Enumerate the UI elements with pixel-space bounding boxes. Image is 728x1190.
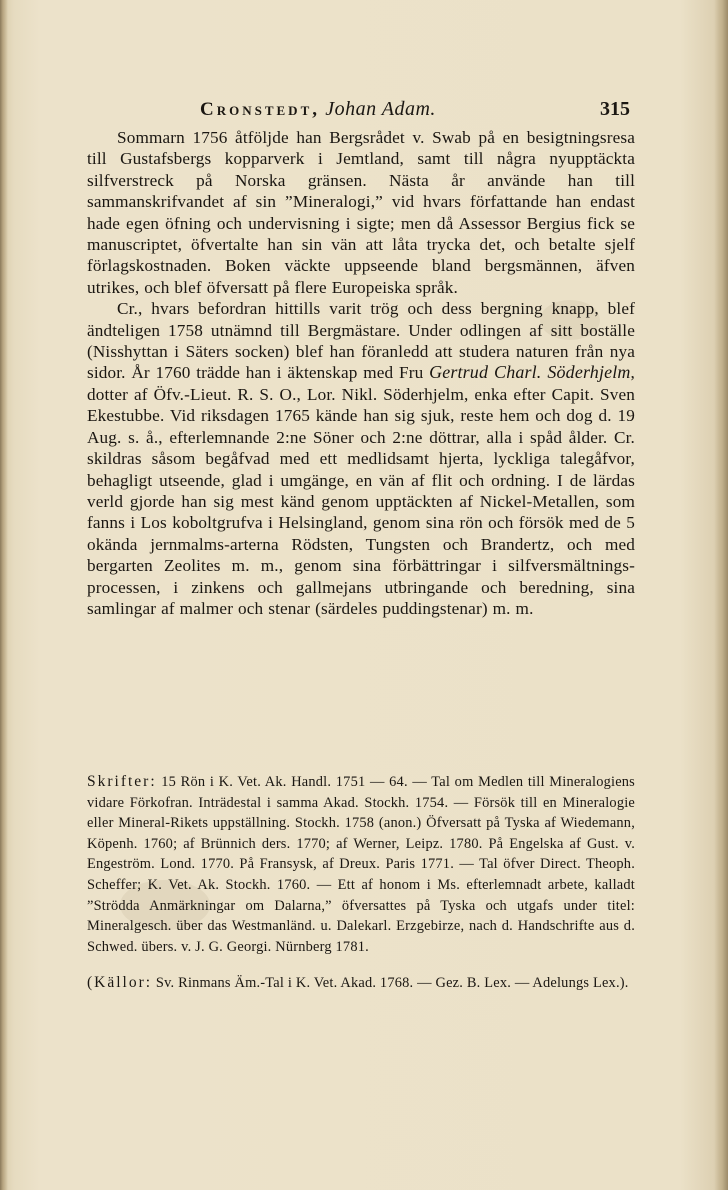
page-left-edge bbox=[0, 0, 8, 1190]
sources-label: (Källor: bbox=[87, 974, 153, 992]
page-right-edge bbox=[714, 0, 728, 1190]
italic-name-segment: Gertrud Charl. Söderhjelm bbox=[429, 362, 631, 383]
writings-paragraph bbox=[87, 772, 635, 957]
text-segment: Cr., hvars befordran hittills varit trög och dess bergning knapp, blef ändteligen 1758 utnämnd till Bergmästare. Under odlingen af sitt boställe (Nisshyttan i Säters socken) blef han föranledd att studera naturen från nya sidor. År 1760 trädde han i äktenskap med Fru bbox=[87, 299, 635, 383]
body-paragraph bbox=[87, 127, 635, 298]
notes-section bbox=[87, 772, 635, 994]
sources-paragraph bbox=[87, 973, 635, 994]
body-paragraph bbox=[87, 298, 635, 619]
running-head-surname: Cronstedt, bbox=[200, 99, 320, 120]
page-header bbox=[112, 96, 632, 126]
sources-text: Sv. Rinmans Äm.-Tal i K. Vet. Akad. 1768. — Gez. B. Lex. — Adelungs Lex.). bbox=[155, 975, 629, 992]
page-number: 315 bbox=[600, 98, 630, 120]
running-head bbox=[200, 98, 436, 121]
writings-label: Skrifter: bbox=[87, 773, 157, 790]
running-head-given-name: Johan Adam. bbox=[325, 98, 436, 120]
text-segment: Sommarn 1756 åtföljde han Bergsrådet v. Swab på en besigtningsresa till Gustafsbergs kopparverk i Jemtland, samt till några nyupptäckta silfverstreck på Norska gränsen. Nästa år använde han till sammanskrifvandet af sin ”Mineralogi,” vid hvars författande han endast hade egen öfning och undervisning i sigte; men då Assessor Bergius fick se manuscriptet, öfvertalte han sin vän att låta trycka det, och betalte sjelf förlagskostnaden. Boken väckte uppseende bland bergsmännen, äfven utrikes, och blef öfversatt på flere Europeiska språk. bbox=[87, 128, 635, 297]
text-segment: , dotter af Öfv.-Lieut. R. S. O., Lor. Nikl. Söderhjelm, enka efter Capit. Sven Ekestubbe. Vid riksdagen 1765 kände han sig sjuk, reste hem och dog d. 19 Aug. s. å., efterlemnande 2:ne Söner och 2:ne döttrar, alla i spåd ålder. Cr. skildras såsom begåfvad med ett medlidsamt hjerta, lyckliga talegåfvor, behagligt utseende, glad i umgänge, en vän af flit och ordning. I de lärdas verld gjorde han sig mest känd genom upptäckten af Nickel-Metallen, som fanns i Los koboltgrufva i Helsingland, genom sina rön och försök med de 5 okända jernmalms-arterna Rödsten, Tungsten och Brandertz, och med bergarten Zeolites m. m., genom sina förbättringar i silfversmältnings-processen, i zinkens och gallmejans utbringande och beredning, sina samlingar af malmer och stenar (särdeles puddingstenar) m. m. bbox=[87, 363, 635, 618]
writings-text: 15 Rön i K. Vet. Ak. Handl. 1751 — 64. — Tal om Medlen till Mineralogiens vidare Förkofran. Inträdestal i samma Akad. Stockh. 1754. — Försök till en Mineralogie eller Mineral-Rikets uppställning. Stockh. 1758 (anon.) Öfversatt på Tyska af Wiedemann, Köpenh. 1760; af Brünnich ders. 1770; af Werner, Leipz. 1780. På Engelska af Gust. v. Engeström. Lond. 1770. På Fransysk, af Dreux. Paris 1771. — Tal öfver Direct. Theoph. Scheffer; K. Vet. Ak. Stockh. 1760. — Ett af honom i Ms. efterlemnadt arbete, kalladt ”Strödda Anmärkningar om Dalarna,” öfversattes på Tyska och utgafs under titel: Mineralgesch. über das Westmanländ. u. Dalekarl. Erzgebirze, nach d. Handschrifte aus d. Schwed. übers. v. J. G. Georgi. Nürnberg 1781. bbox=[87, 774, 635, 955]
main-text bbox=[87, 127, 635, 619]
